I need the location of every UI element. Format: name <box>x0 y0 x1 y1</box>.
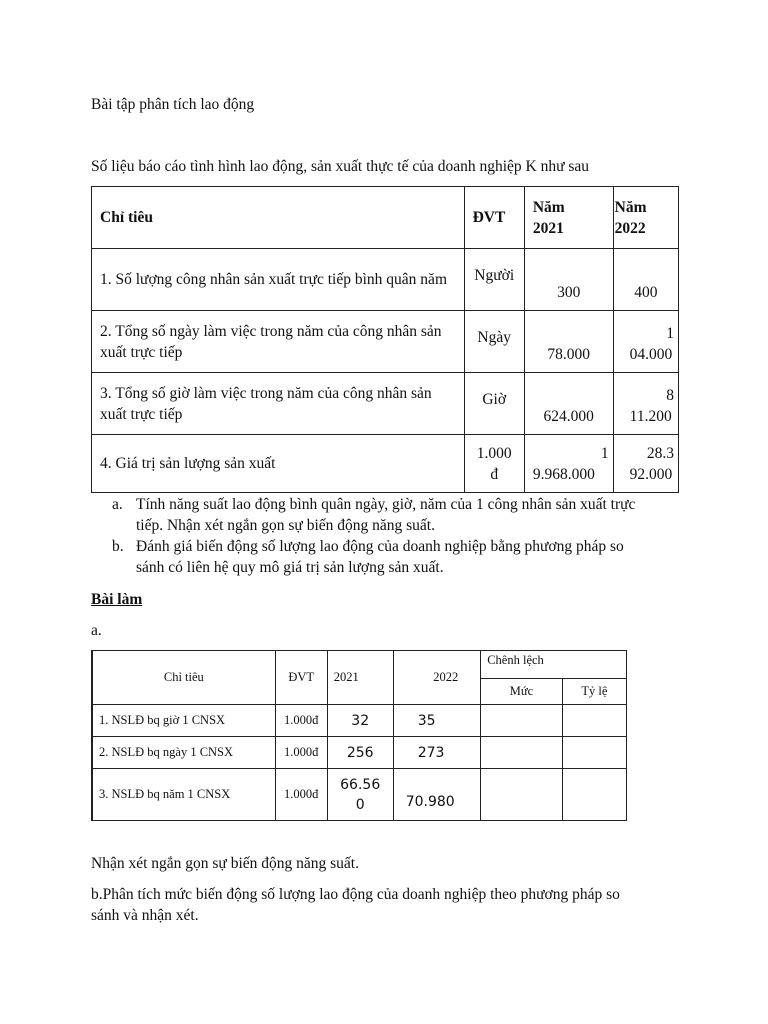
table-row <box>92 769 627 821</box>
row-label: 3. NSLĐ bq năm 1 CNSX <box>92 769 275 821</box>
productivity-table <box>91 650 627 821</box>
value-2021: 624.000 <box>524 373 613 435</box>
table-row <box>92 435 679 493</box>
list-marker: b. <box>112 538 124 555</box>
value-2021: 1 9.968.000 <box>524 435 613 493</box>
value-2021: 300 <box>524 249 613 311</box>
table-header-row <box>92 187 679 249</box>
row-unit: 1.000đ <box>275 737 327 769</box>
row-label: 4. Giá trị sản lượng sản xuất <box>92 435 465 493</box>
task-text: tiếp. Nhận xét ngắn gọn sự biến động năng suất. <box>136 517 435 534</box>
value-2021: 66.56 0 <box>327 769 393 821</box>
row-unit: 1.000 đ <box>464 435 524 493</box>
comment-text: Nhận xét ngắn gọn sự biến động năng suất. <box>91 855 359 872</box>
table-row <box>92 737 627 769</box>
header-unit: ĐVT <box>275 651 327 705</box>
row-unit: Giờ <box>464 373 524 435</box>
table-row <box>92 311 679 373</box>
value-2022: 400 <box>613 249 678 311</box>
table-header-row <box>92 651 627 679</box>
value-level <box>481 737 563 769</box>
value-ratio <box>562 769 626 821</box>
value-ratio <box>562 705 626 737</box>
solution-heading: Bài làm <box>91 591 143 608</box>
header-2021: Năm 2021 <box>524 187 613 249</box>
value-2022: 28.3 92.000 <box>613 435 678 493</box>
table-row <box>92 705 627 737</box>
header-indicator: Chỉ tiêu <box>92 187 465 249</box>
row-label: 2. Tổng số ngày làm việc trong năm của công nhân sản xuất trực tiếp <box>92 311 465 373</box>
value-2022: 8 11.200 <box>613 373 678 435</box>
row-unit: Người <box>464 249 524 311</box>
table-row <box>92 249 679 311</box>
header-2021: 2021 <box>327 651 393 705</box>
labor-data-table <box>91 186 679 493</box>
row-unit: 1.000đ <box>275 705 327 737</box>
part-b-text: b.Phân tích mức biến động số lượng lao động của doanh nghiệp theo phương pháp so <box>91 886 620 903</box>
row-label: 2. NSLĐ bq ngày 1 CNSX <box>92 737 275 769</box>
row-label: 1. Số lượng công nhân sản xuất trực tiếp bình quân năm <box>92 249 465 311</box>
header-2022: Năm 2022 <box>613 187 678 249</box>
task-text: Tính năng suất lao động bình quân ngày, giờ, năm của 1 công nhân sản xuất trực <box>136 496 636 513</box>
header-2022: 2022 <box>393 651 481 705</box>
table-row <box>92 373 679 435</box>
value-level <box>481 705 563 737</box>
value-2021: 32 <box>327 705 393 737</box>
list-item <box>112 536 691 578</box>
value-2021: 256 <box>327 737 393 769</box>
header-level: Mức <box>481 679 563 705</box>
header-difference: Chênh lệch <box>481 651 627 679</box>
list-item <box>112 494 691 536</box>
part-b-text: sánh và nhận xét. <box>91 907 199 924</box>
task-text: sánh có liên hệ quy mô giá trị sản lượng sản xuất. <box>136 559 444 576</box>
header-indicator: Chỉ tiêu <box>92 651 275 705</box>
value-level <box>481 769 563 821</box>
row-unit: Ngày <box>464 311 524 373</box>
row-label: 3. Tổng số giờ làm việc trong năm của công nhân sản xuất trực tiếp <box>92 373 465 435</box>
list-marker: a. <box>112 496 123 513</box>
value-ratio <box>562 737 626 769</box>
row-label: 1. NSLĐ bq giờ 1 CNSX <box>92 705 275 737</box>
value-2021: 78.000 <box>524 311 613 373</box>
part-a-label: a. <box>91 622 102 639</box>
document-title: Bài tập phân tích lao động <box>91 96 255 113</box>
value-2022: 1 04.000 <box>613 311 678 373</box>
header-ratio: Tỷ lệ <box>562 679 626 705</box>
task-text: Đánh giá biến động số lượng lao động của doanh nghiệp bằng phương pháp so <box>136 538 624 555</box>
value-2022: 70.980 <box>393 769 481 821</box>
task-list <box>112 494 691 578</box>
value-2022: 35 <box>393 705 481 737</box>
row-unit: 1.000đ <box>275 769 327 821</box>
value-2022: 273 <box>393 737 481 769</box>
header-unit: ĐVT <box>464 187 524 249</box>
intro-text: Số liệu báo cáo tình hình lao động, sản xuất thực tế của doanh nghiệp K như sau <box>91 158 590 175</box>
